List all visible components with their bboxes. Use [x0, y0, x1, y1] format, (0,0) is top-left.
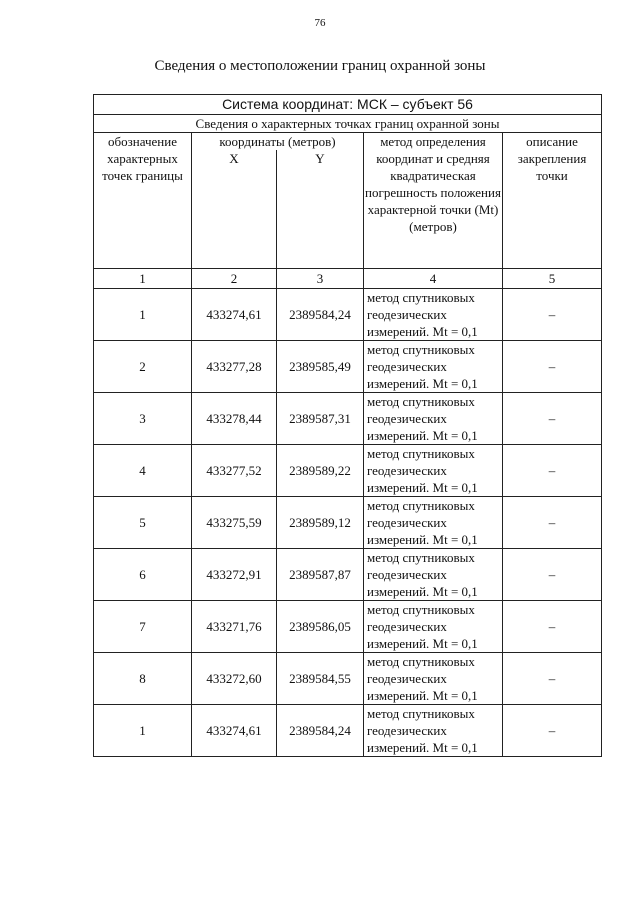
table-row [94, 705, 602, 757]
point-designation-cell: 1 [94, 289, 192, 341]
x-coordinate-cell: 433272,91 [192, 549, 277, 601]
description-cell: – [503, 653, 602, 705]
column-number: 5 [503, 269, 602, 289]
y-coordinate-cell: 2389587,31 [277, 393, 364, 445]
x-coordinate-cell: 433271,76 [192, 601, 277, 653]
table-row [94, 653, 602, 705]
table-row [94, 445, 602, 497]
coordinates-column-header: координаты (метров) [192, 133, 364, 151]
y-coordinate-cell: 2389589,12 [277, 497, 364, 549]
x-coordinate-cell: 433278,44 [192, 393, 277, 445]
method-cell: метод спутниковых геодезических измерений. Mt = 0,1 [364, 393, 503, 445]
table-row [94, 341, 602, 393]
points-info-header: Сведения о характерных точках границ охранной зоны [94, 115, 602, 133]
point-designation-cell: 7 [94, 601, 192, 653]
description-cell: – [503, 601, 602, 653]
x-coordinate-cell: 433275,59 [192, 497, 277, 549]
description-cell: – [503, 289, 602, 341]
y-coordinate-cell: 2389589,22 [277, 445, 364, 497]
method-cell: метод спутниковых геодезических измерений. Mt = 0,1 [364, 497, 503, 549]
method-cell: метод спутниковых геодезических измерений. Mt = 0,1 [364, 705, 503, 757]
description-column-header: описание закрепления точки [503, 133, 602, 269]
point-designation-cell: 5 [94, 497, 192, 549]
y-coordinate-cell: 2389587,87 [277, 549, 364, 601]
y-column-header: Y [277, 150, 364, 269]
table-row [94, 393, 602, 445]
y-coordinate-cell: 2389586,05 [277, 601, 364, 653]
x-coordinate-cell: 433274,61 [192, 705, 277, 757]
coordinate-system-header: Система координат: МСК – субъект 56 [94, 95, 602, 115]
description-cell: – [503, 549, 602, 601]
point-designation-cell: 2 [94, 341, 192, 393]
x-coordinate-cell: 433277,52 [192, 445, 277, 497]
table-body [94, 289, 602, 757]
method-cell: метод спутниковых геодезических измерений. Mt = 0,1 [364, 653, 503, 705]
column-number-row [94, 269, 602, 289]
x-coordinate-cell: 433277,28 [192, 341, 277, 393]
y-coordinate-cell: 2389584,24 [277, 705, 364, 757]
point-designation-cell: 3 [94, 393, 192, 445]
y-coordinate-cell: 2389584,55 [277, 653, 364, 705]
table-row [94, 289, 602, 341]
description-cell: – [503, 393, 602, 445]
description-cell: – [503, 341, 602, 393]
x-coordinate-cell: 433274,61 [192, 289, 277, 341]
method-column-header: метод определения координат и средняя квадратическая погрешность положения характерной точки (Mt) (метров) [364, 133, 503, 269]
method-cell: метод спутниковых геодезических измерений. Mt = 0,1 [364, 341, 503, 393]
document-title: Сведения о местоположении границ охранной зоны [154, 58, 486, 74]
column-number: 4 [364, 269, 503, 289]
method-cell: метод спутниковых геодезических измерений. Mt = 0,1 [364, 601, 503, 653]
column-number: 1 [94, 269, 192, 289]
point-designation-cell: 1 [94, 705, 192, 757]
point-designation-cell: 4 [94, 445, 192, 497]
page-number: 76 [314, 17, 326, 29]
table-row [94, 601, 602, 653]
description-cell: – [503, 497, 602, 549]
method-cell: метод спутниковых геодезических измерений. Mt = 0,1 [364, 289, 503, 341]
point-designation-cell: 6 [94, 549, 192, 601]
x-column-header: X [192, 150, 277, 269]
table-row [94, 549, 602, 601]
method-cell: метод спутниковых геодезических измерений. Mt = 0,1 [364, 445, 503, 497]
table-row [94, 497, 602, 549]
boundary-points-table [93, 94, 602, 757]
method-cell: метод спутниковых геодезических измерений. Mt = 0,1 [364, 549, 503, 601]
y-coordinate-cell: 2389585,49 [277, 341, 364, 393]
column-number: 2 [192, 269, 277, 289]
description-cell: – [503, 705, 602, 757]
designation-column-header: обозначение характерных точек границы [94, 133, 192, 269]
point-designation-cell: 8 [94, 653, 192, 705]
description-cell: – [503, 445, 602, 497]
y-coordinate-cell: 2389584,24 [277, 289, 364, 341]
column-number: 3 [277, 269, 364, 289]
x-coordinate-cell: 433272,60 [192, 653, 277, 705]
